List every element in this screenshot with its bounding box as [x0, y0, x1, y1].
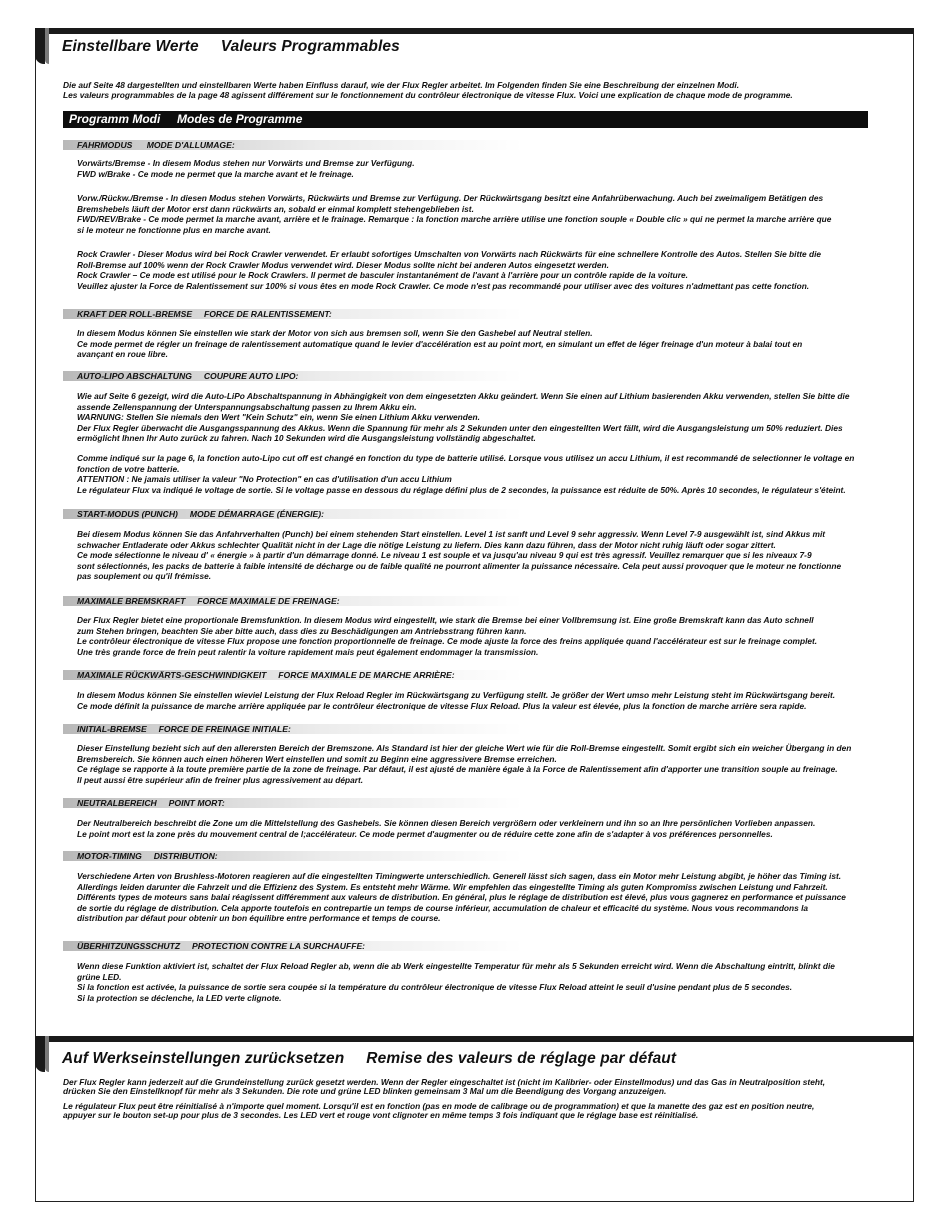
section-header-bar: [35, 1036, 914, 1042]
mode-description: Rock Crawler - Dieser Modus wird bei Rock Crawler verwendet. Er erlaubt sofortiges Umschalten von Vorwärts nach Rückwärts für eine schnellere Kontrolle des Autos. Stellen Sie bitte die Roll-Bremse auf 100% wenn der Rock Crawler Modus verwendet wird. Dieser Modus sollte nicht bei anderen Autos eingesetzt werden. Rock Crawler – Ce mode est utilisé pour le Rock Crawlers. Il permet de basculer instantanément de l'avant à l'arrière pour un contrôle rapide de la voiture. Veuillez ajuster la Force de Ralentissement sur 100% si vous êtes en mode Rock Crawler. Ce mode n'est pas recommandé pour utiliser avec des voitures n'admettant pas cette fonction.: [77, 249, 822, 291]
mode-heading: NEUTRALBEREICH POINT MORT:: [63, 798, 868, 808]
mode-heading: KRAFT DER ROLL-BREMSE FORCE DE RALENTISSEMENT:: [63, 309, 868, 319]
program-modes-bar: Programm Modi Modes de Programme: [63, 111, 868, 128]
mode-description: Der Neutralbereich beschreibt die Zone um die Mittelstellung des Gashebels. Sie können diesen Bereich vergrößern oder verkleinern und ihn so an Ihre persönlichen Vorlieben anpassen. Le point mort est la zone près du mouvement central de l;accélérateur. Ce mode permet d'augmenter ou de réduire cette zone afin de s'adapter à vos préférences personnelles.: [77, 818, 816, 839]
mode-description: Der Flux Regler bietet eine proportionale Bremsfunktion. In diesem Modus wird eingestellt, wie stark die Bremse bei einer Vollbremsung ist. Eine große Bremskraft kann das Auto schnell zum Stehen bringen, beachten Sie aber bitte auch, dass dies zu Beschädigungen am Antriebsstrang führen kann. Le contrôleur électronique de vitesse Flux propose une fonction proportionnelle de freinage. Ce mode ajuste la force des freins appliquée quand l'accélérateur est sur le freinage complet. Une très grande force de frein peut ralentir la voiture rapidement mais peut également endommager la transmission.: [77, 615, 818, 657]
mode-description: In diesem Modus können Sie einstellen wieviel Leistung der Flux Reload Regler im Rückwärtsgang zu Verfügung stellt. Je größer der Wert umso mehr Leistung steht im Rückwärtsgang bereit. Ce mode définit la puissance de marche arrière appliquée par le contrôleur électronique de vitesse Flux Reload. Plus la valeur est élevée, plus la fonction de marche arrière sera rapide.: [77, 690, 836, 711]
section-bracket: [35, 1036, 45, 1072]
mode-heading: MAXIMALE BREMSKRAFT FORCE MAXIMALE DE FREINAGE:: [63, 596, 868, 606]
section-title: Einstellbare Werte Valeurs Programmables: [62, 38, 400, 55]
mode-description: Wenn diese Funktion aktiviert ist, schaltet der Flux Reload Regler ab, wenn die ab Werk eingestellte Temperatur für mehr als 5 Sekunden erreicht wird. Wenn die Abschaltung eintritt, blinkt die grüne LED. Si la fonction est activée, la puissance de sortie sera coupée si la température du contrôleur électronique de vitesse Flux Reload atteint le seuil d'usine pendant plus de 5 secondes. Si la protection se déclenche, la LED verte clignote.: [77, 961, 835, 1003]
mode-heading: MAXIMALE RÜCKWÄRTS-GESCHWINDIGKEIT FORCE MAXIMALE DE MARCHE ARRIÈRE:: [63, 670, 868, 680]
mode-heading: AUTO-LIPO ABSCHALTUNG COUPURE AUTO LIPO:: [63, 371, 868, 381]
mode-description: Comme indiqué sur la page 6, la fonction auto-Lipo cut off est changé en fonction du type de batterie utilisé. Lorsque vous utilisez un accu Lithium, il est recommandé de selectionner le voltage en fonction de votre batterie. ATTENTION : Ne jamais utiliser la valeur "No Protection" en cas d'utilisation d'un accu Lithium Le régulateur Flux va indiqué le voltage de sortie. Si le voltage passe en dessous du réglage défini plus de 2 secondes, la puissance est réduite de 50%. Après 10 secondes, le régulateur s'éteint.: [77, 453, 855, 495]
mode-description: In diesem Modus können Sie einstellen wie stark der Motor von sich aus bremsen soll, wenn Sie den Gashebel auf Neutral stellen. Ce mode permet de régler un freinage de ralentissement automatique quand le levier d'accélération est au point mort, en simulant un effet de léger freinage d'un moteur à balai tout en avançant en roue libre.: [77, 328, 803, 359]
section-header-bar: [35, 28, 914, 34]
mode-heading: START-MODUS (PUNCH) MODE DÉMARRAGE (ÉNERGIE):: [63, 509, 868, 519]
reset-text-de: Der Flux Regler kann jederzeit auf die Grundeinstellung zurück gesetzt werden. Wenn der Regler eingeschaltet ist (nicht im Kalibrier- oder Einstellmodus) und das Gas in Neutralposition steht, drücken Sie den Einstellknopf für mehr als 3 Sekunden. Die rote und grüne LED blinken gemeinsam 3 Mal um die Beendigung des Vorgang anzuzeigen.: [63, 1077, 826, 1096]
mode-description: Wie auf Seite 6 gezeigt, wird die Auto-LiPo Abschaltspannung in Abhängigkeit von dem eingesetzten Akku geändert. Wenn Sie einen auf Lithium basierenden Akku verwenden, stellen Sie bitte die assende Zellenspannung der Unterspannungsabschaltung passen zu Ihrem Akku ein. WARNUNG: Stellen Sie niemals den Wert "Kein Schutz" ein, wenn Sie einen Lithium Akku verwenden. Der Flux Regler überwacht die Ausgangsspannung des Akkus. Wenn die Spannung für mehr als 2 Sekunden unter den eingestellten Wert fällt, wird die Ausgangsleistung um 50% reduziert. Dies ermöglicht Ihnen Ihr Auto zurück zu fahren. Nach 10 Sekunden wird die Ausgangsleistung vollständig abgeschaltet.: [77, 391, 850, 443]
mode-description: Verschiedene Arten von Brushless-Motoren reagieren auf die eingestellten Timingwerte unterschiedlich. Generell lässt sich sagen, dass ein Motor mehr Leistung abgibt, je höher das Timing ist. Allerdings leiden darunter die Fahrzeit und die Effizienz des System. Es entsteht mehr Wärme. Wir empfehlen das eingestellte Timing als guten Kompromiss zwischen Leistung und Fahrzeit. Différents types de moteurs sans balai réagissent différemment aux valeurs de distribution. En général, plus le réglage de distribution est élevé, plus vous gagnerez en performance et puissance de sortie du réglage de distribution. Cela apporte toutefois en contrepartie un temps de course inférieur, accumulation de chaleur et efficacité du système. Nous vous recommandons la distribution par défaut pour obtenir un bon équilibre entre performance et temps de course.: [77, 871, 846, 923]
reset-text-fr: Le régulateur Flux peut être réinitialisé à n'importe quel moment. Lorsqu'il est en fonction (pas en mode de calibrage ou de programmation) et que la manette des gaz est en position neutre, appuyer sur le bouton set-up pour plus de 3 secondes. Les LED vert et rouge vont clignoter en même temps 3 fois indiquant que le réglage base est réinitialisé.: [63, 1101, 815, 1120]
mode-heading: ÜBERHITZUNGSSCHUTZ PROTECTION CONTRE LA SURCHAUFFE:: [63, 941, 868, 951]
mode-description: Vorw./Rückw./Bremse - In diesen Modus stehen Vorwärts, Rückwärts und Bremse zur Verfügung. Der Rückwärtsgang besitzt eine Anfahrüberwachung. Auch bei zweimaligem Betätigen des Bremshebels läuft der Motor erst dann rückwärts an, sobald er einmal komplett stehengeblieben ist. FWD/REV/Brake - Ce mode permet la marche avant, arrière et le frainage. Remarque : la fonction marche arrière utilise une fonction souple « Double clic » qui ne permet la marche arrière que si le moteur ne fonctionne plus en marche avant.: [77, 193, 832, 235]
mode-description: Dieser Einstellung bezieht sich auf den allerersten Bereich der Bremszone. Als Standard ist hier der gleiche Wert wie für die Roll-Bremse eingestellt. Somit ergibt sich ein weicher Übergang in den Bremsbereich. Sie können auch einen höheren Wert einstellen und somit zu Beginn eine aggressivere Bremse erreichen. Ce réglage se rapporte à la toute première partie de la zone de freinage. Par défaut, il est ajusté de manière égale à la Force de Ralentissement afin d'apporter une transition souple au freinage. Il peut aussi être supérieur afin de freiner plus agressivement au départ.: [77, 743, 852, 785]
mode-heading: FAHRMODUS MODE D'ALLUMAGE:: [63, 140, 868, 150]
section-title: Auf Werkseinstellungen zurücksetzen Remise des valeurs de réglage par défaut: [62, 1050, 677, 1067]
mode-description: Bei diesem Modus können Sie das Anfahrverhalten (Punch) bei einem stehenden Start einstellen. Level 1 ist sanft und Level 9 sehr aggressiv. Wenn Level 7-9 ausgewählt ist, sind Akkus mit schwacher Entladerate oder Akkus schlechter Qualität nicht in der Lage die nötige Leistung zu liefern. Dies kann dazu führen, dass der Motor nicht ruhig läuft oder sogar zittert. Ce mode sélectionne le niveau d' « énergie » à partir d'un démarrage donné. Le niveau 1 est souple et va jusqu'au niveau 9 qui est très agressif. Veuillez remarquer que si les niveaux 7-9 sont sélectionnés, les packs de batterie à faible intensité de décharge ou de faible qualité ne pourront alimenter la puissance nécessaire. Cela peut aussi provoquer que le moteur ne fonctionne pas souplement ou qu'il frémisse.: [77, 529, 842, 581]
mode-heading: MOTOR-TIMING DISTRIBUTION:: [63, 851, 868, 861]
mode-heading: INITIAL-BREMSE FORCE DE FREINAGE INITIALE:: [63, 724, 868, 734]
section-bracket: [35, 28, 45, 64]
intro-text: Die auf Seite 48 dargestellten und einstellbaren Werte haben Einfluss darauf, wie der Flux Regler arbeitet. Im Folgenden finden Sie eine Beschreibung der einzelnen Modi. Les valeurs programmables de la page 48 agissent différement sur le fonctionnement du contrôleur électronique de vitesse Flux. Voici une explication de chaque mode de programme.: [63, 80, 793, 101]
mode-description: Vorwärts/Bremse - In diesem Modus stehen nur Vorwärts und Bremse zur Verfügung. FWD w/Brake - Ce mode ne permet que la marche avant et le freinage.: [77, 158, 415, 179]
